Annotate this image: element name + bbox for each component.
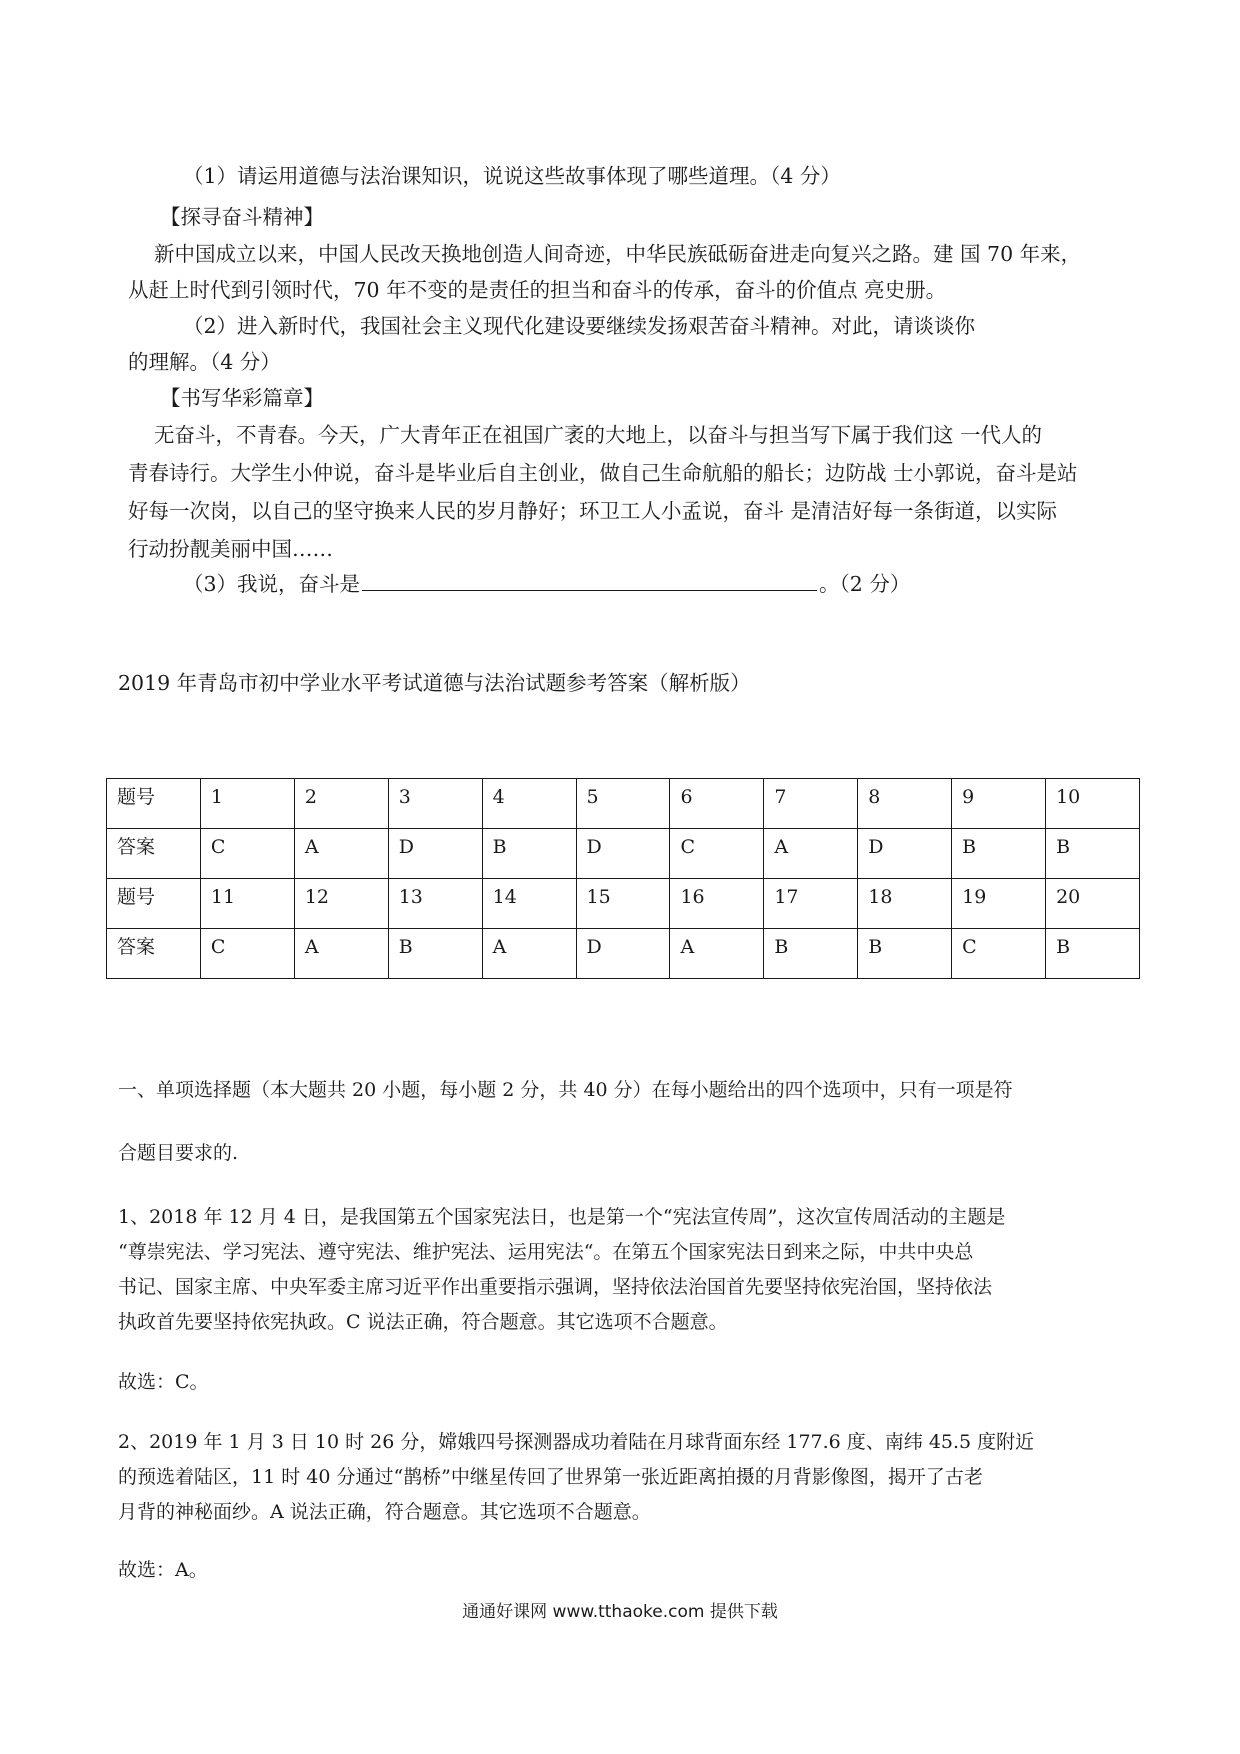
analysis-2-choice: 故选：A。 [118, 1559, 208, 1581]
table-cell: D [576, 829, 670, 879]
analysis-2-line: 月背的神秘面纱。A 说法正确，符合题意。其它选项不合题意。 [118, 1501, 651, 1523]
analysis-1-line: 1、2018 年 12 月 4 日，是我国第五个国家宪法日，也是第一个“宪法宣传周”，这次宣传周活动的主题是 [118, 1206, 1006, 1228]
table-cell: B [1046, 829, 1140, 879]
table-cell: C [670, 829, 764, 879]
table-cell: 18 [858, 879, 952, 929]
analysis-2-line: 的预选着陆区，11 时 40 分通过“鹊桥”中继星传回了世界第一张近距离拍摄的月背影像图，揭开了古老 [118, 1466, 983, 1488]
table-row-header: 题号 [107, 879, 201, 929]
table-row-header: 答案 [107, 829, 201, 879]
table-cell: 15 [576, 879, 670, 929]
paragraph-line: 好每一次岗，以自己的坚守换来人民的岁月静好；环卫工人小孟说，奋斗 是清洁好每一条街道，以实际 [128, 499, 1058, 523]
table-cell: A [764, 829, 858, 879]
table-cell: 3 [388, 779, 482, 829]
table-cell: D [576, 929, 670, 979]
question-3-prefix: （3）我说，奋斗是 [183, 572, 361, 596]
table-cell: C [200, 829, 294, 879]
answer-table [106, 778, 1140, 979]
table-cell: 20 [1046, 879, 1140, 929]
section-heading-struggle: 【探寻奋斗精神】 [160, 205, 324, 229]
paragraph-line: 从赶上时代到引领时代，70 年不变的是责任的担当和奋斗的传承，奋斗的价值点 亮史册。 [128, 278, 947, 302]
table-cell: 19 [952, 879, 1046, 929]
table-cell: B [764, 929, 858, 979]
analysis-1-line: 执政首先要坚持依宪执政。C 说法正确，符合题意。其它选项不合题意。 [118, 1311, 728, 1333]
answer-blank [362, 568, 817, 591]
paragraph-line: 新中国成立以来，中国人民改天换地创造人间奇迹，中华民族砥砺奋进走向复兴之路。建 国 70 年来， [154, 242, 1082, 266]
table-cell: 14 [482, 879, 576, 929]
table-row [107, 829, 1140, 879]
table-cell: A [670, 929, 764, 979]
table-cell: 11 [200, 879, 294, 929]
table-cell: 10 [1046, 779, 1140, 829]
table-cell: B [858, 929, 952, 979]
analysis-1-line: “尊崇宪法、学习宪法、遵守宪法、维护宪法、运用宪法“。在第五个国家宪法日到来之际，中共中央总 [118, 1241, 974, 1263]
footer-credit: 通通好课网 www.tthaoke.com 提供下载 [462, 1602, 778, 1622]
table-cell: C [200, 929, 294, 979]
question-1: （1）请运用道德与法治课知识，说说这些故事体现了哪些道理。（4 分） [183, 164, 841, 188]
table-row-header: 答案 [107, 929, 201, 979]
table-cell: 2 [294, 779, 388, 829]
question-2: （2）进入新时代，我国社会主义现代化建设要继续发扬艰苦奋斗精神。对此，请谈谈你 [183, 314, 976, 338]
table-cell: 13 [388, 879, 482, 929]
table-cell: B [482, 829, 576, 879]
table-row [107, 879, 1140, 929]
table-cell: B [952, 829, 1046, 879]
table-cell: 7 [764, 779, 858, 829]
table-cell: A [294, 829, 388, 879]
table-cell: 6 [670, 779, 764, 829]
section-heading-continued: 合题目要求的. [118, 1142, 239, 1164]
table-cell: 12 [294, 879, 388, 929]
paragraph-line: 无奋斗，不青春。今天，广大青年正在祖国广袤的大地上，以奋斗与担当写下属于我们这 一代人的 [154, 423, 1043, 447]
table-cell: 17 [764, 879, 858, 929]
paragraph-line: 青春诗行。大学生小仲说，奋斗是毕业后自主创业，做自己生命航船的船长；边防战 士小郭说，奋斗是站 [128, 461, 1078, 485]
table-cell: B [1046, 929, 1140, 979]
table-cell: 1 [200, 779, 294, 829]
question-3-suffix: 。（2 分） [819, 572, 911, 596]
table-cell: B [388, 929, 482, 979]
table-row-header: 题号 [107, 779, 201, 829]
table-row [107, 779, 1140, 829]
table-cell: 16 [670, 879, 764, 929]
section-heading: 一、单项选择题（本大题共 20 小题，每小题 2 分，共 40 分）在每小题给出的四个选项中，只有一项是符 [118, 1079, 1013, 1101]
table-cell: 5 [576, 779, 670, 829]
table-cell: 9 [952, 779, 1046, 829]
paragraph-line: 行动扮靓美丽中国…… [128, 537, 333, 561]
table-cell: 4 [482, 779, 576, 829]
table-cell: A [482, 929, 576, 979]
analysis-1-choice: 故选：C。 [118, 1371, 209, 1393]
question-2-continued: 的理解。（4 分） [128, 350, 281, 374]
answer-key-title: 2019 年青岛市初中学业水平考试道德与法治试题参考答案（解析版） [118, 671, 751, 695]
table-row [107, 929, 1140, 979]
table-cell: D [858, 829, 952, 879]
table-cell: C [952, 929, 1046, 979]
analysis-2-line: 2、2019 年 1 月 3 日 10 时 26 分，嫦娥四号探测器成功着陆在月球背面东经 177.6 度、南纬 45.5 度附近 [118, 1431, 1035, 1453]
table-cell: A [294, 929, 388, 979]
section-heading-writing: 【书写华彩篇章】 [160, 386, 324, 410]
question-3 [183, 568, 910, 598]
table-cell: D [388, 829, 482, 879]
analysis-1-line: 书记、国家主席、中央军委主席习近平作出重要指示强调，坚持依法治国首先要坚持依宪治国，坚持依法 [118, 1276, 993, 1298]
table-cell: 8 [858, 779, 952, 829]
